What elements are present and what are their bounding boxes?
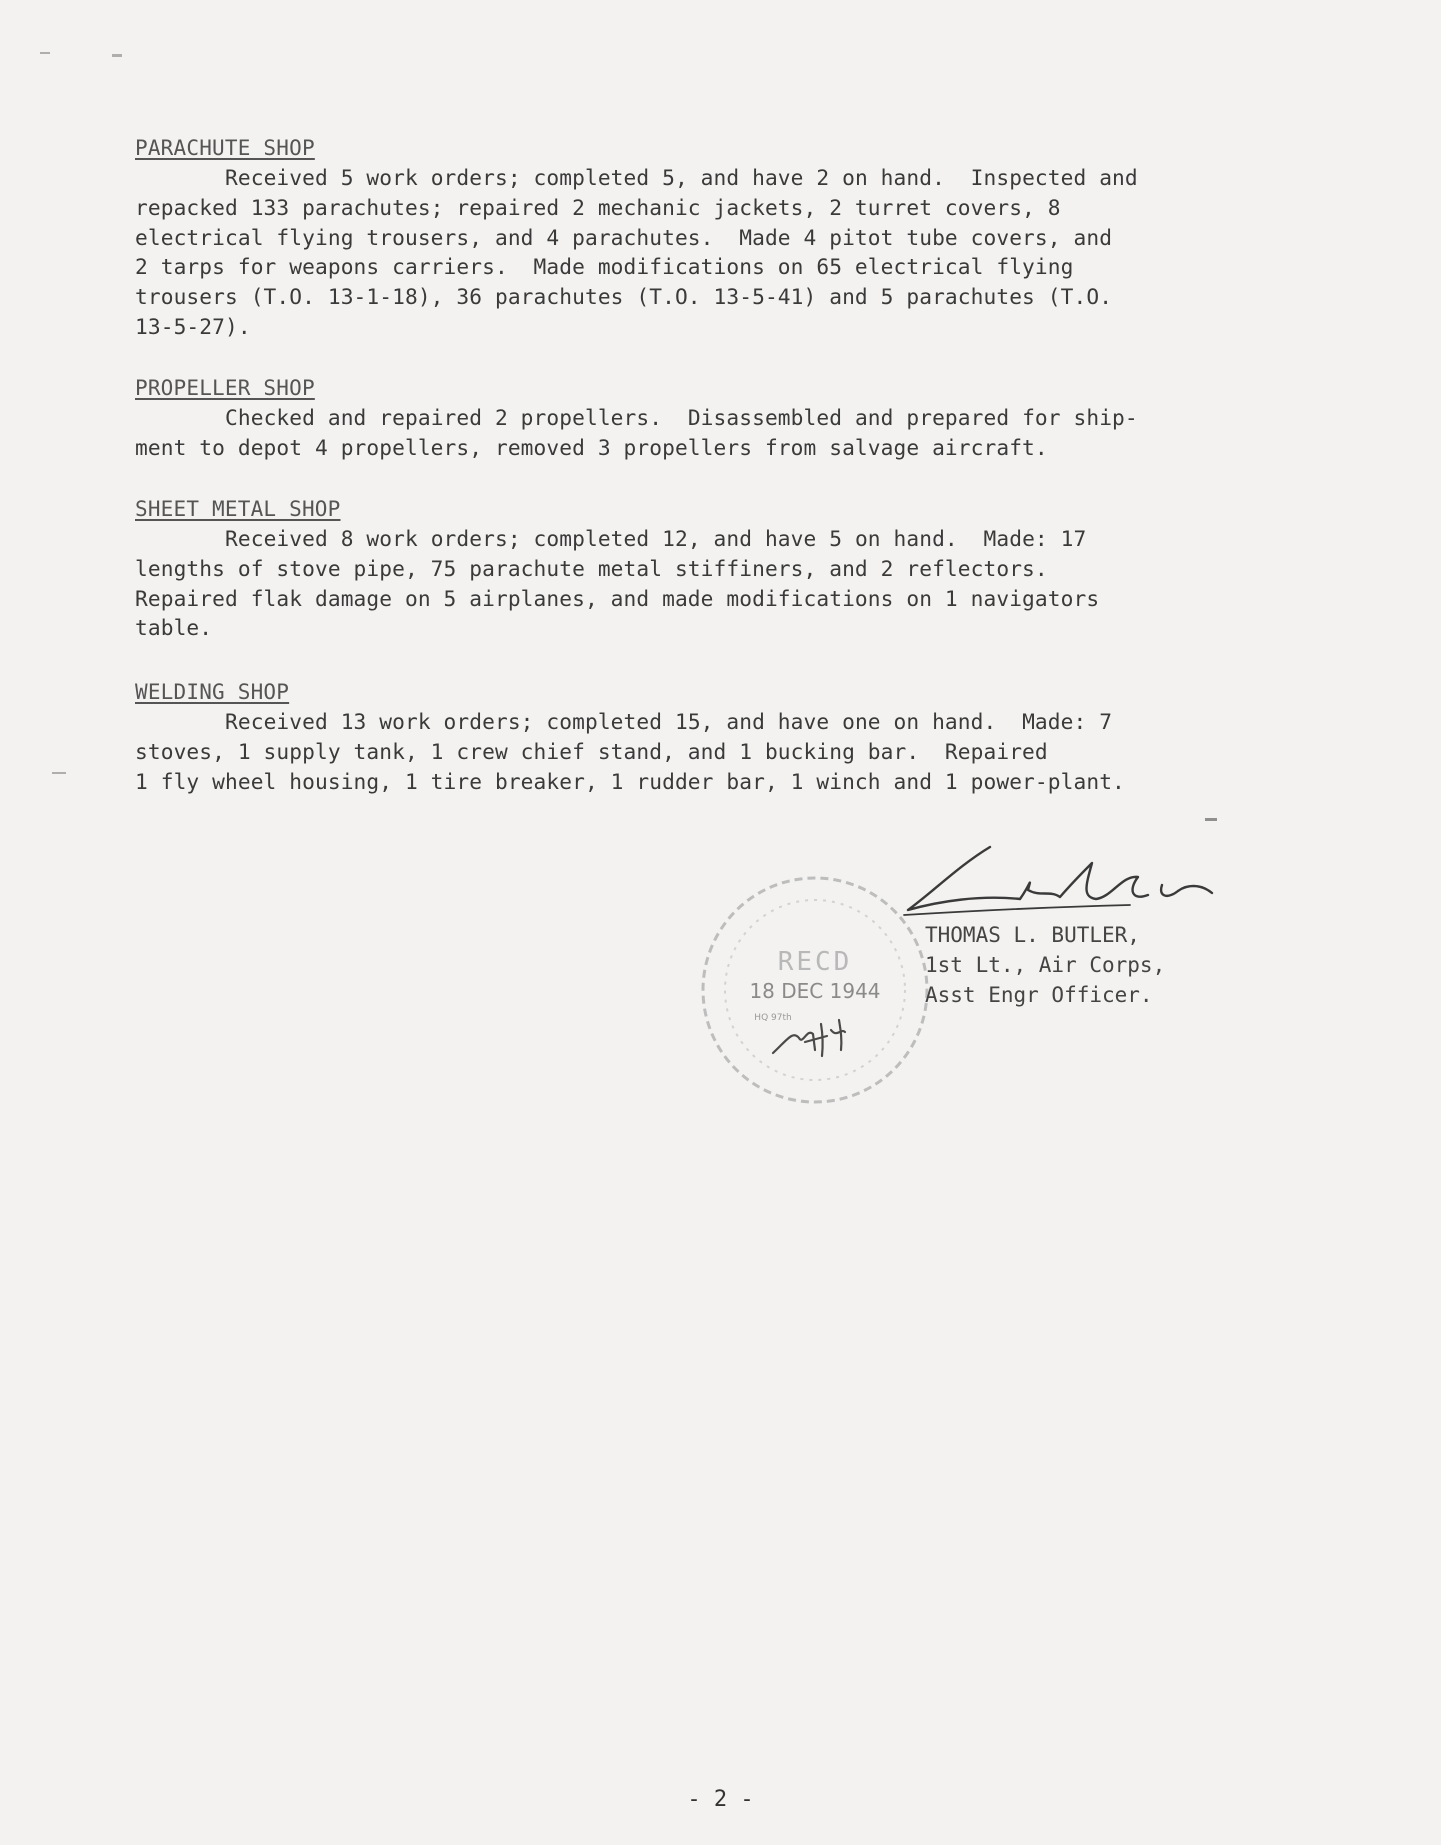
- body-line: stoves, 1 supply tank, 1 crew chief stand, and 1 bucking bar. Repaired: [135, 738, 1048, 764]
- scan-speck: [52, 772, 66, 774]
- signatory-name: THOMAS L. BUTLER,: [925, 923, 1140, 947]
- stamp-received-text: RECD: [777, 947, 853, 977]
- scan-speck: [1205, 818, 1217, 821]
- stamp-date: 18 DEC 1944: [749, 979, 881, 1003]
- section-sheet-metal-shop: [135, 494, 1310, 643]
- section-parachute-shop: [135, 133, 1310, 342]
- page-number: - 2 -: [687, 1787, 754, 1812]
- received-stamp: [695, 870, 935, 1110]
- section-heading: PROPELLER SHOP: [135, 376, 315, 400]
- body-line: table.: [135, 615, 213, 641]
- section-body: [135, 403, 1310, 463]
- body-line: ment to depot 4 propellers, removed 3 propellers from salvage aircraft.: [135, 434, 1048, 460]
- stamp-initials-signature: [773, 1020, 845, 1056]
- body-line: 1 fly wheel housing, 1 tire breaker, 1 rudder bar, 1 winch and 1 power-plant.: [135, 768, 1125, 794]
- body-line: trousers (T.O. 13-1-18), 36 parachutes (T.O. 13-5-41) and 5 parachutes (T.O.: [135, 284, 1113, 310]
- body-line: Repaired flak damage on 5 airplanes, and made modifications on 1 navigators: [135, 585, 1100, 611]
- section-body: [135, 707, 1310, 796]
- body-line: Received 13 work orders; completed 15, and have one on hand. Made: 7: [225, 709, 1113, 734]
- body-line: lengths of stove pipe, 75 parachute metal stiffiners, and 2 reflectors.: [135, 555, 1048, 581]
- section-body: [135, 524, 1310, 643]
- signature-block: [925, 920, 1165, 1010]
- section-welding-shop: [135, 677, 1310, 796]
- body-line: 13-5-27).: [135, 313, 251, 339]
- body-line: Received 8 work orders; completed 12, and have 5 on hand. Made: 17: [225, 526, 1087, 551]
- body-line: Checked and repaired 2 propellers. Disassembled and prepared for ship-: [225, 405, 1138, 430]
- section-heading: SHEET METAL SHOP: [135, 497, 341, 521]
- scan-speck: [40, 52, 50, 54]
- signatory-title: Asst Engr Officer.: [925, 983, 1153, 1007]
- signatory-rank: 1st Lt., Air Corps,: [925, 953, 1166, 977]
- section-heading: PARACHUTE SHOP: [135, 136, 315, 160]
- body-line: Received 5 work orders; completed 5, and have 2 on hand. Inspected and: [225, 165, 1138, 190]
- section-propeller-shop: [135, 373, 1310, 463]
- body-line: electrical flying trousers, and 4 parachutes. Made 4 pitot tube covers, and: [135, 224, 1113, 250]
- section-heading: WELDING SHOP: [135, 680, 290, 704]
- body-line: 2 tarps for weapons carriers. Made modifications on 65 electrical flying: [135, 254, 1074, 280]
- body-line: repacked 133 parachutes; repaired 2 mechanic jackets, 2 turret covers, 8: [135, 194, 1061, 220]
- stamp-small-text: HQ 97th: [754, 1013, 792, 1023]
- section-body: [135, 163, 1310, 342]
- scan-speck: [112, 54, 122, 57]
